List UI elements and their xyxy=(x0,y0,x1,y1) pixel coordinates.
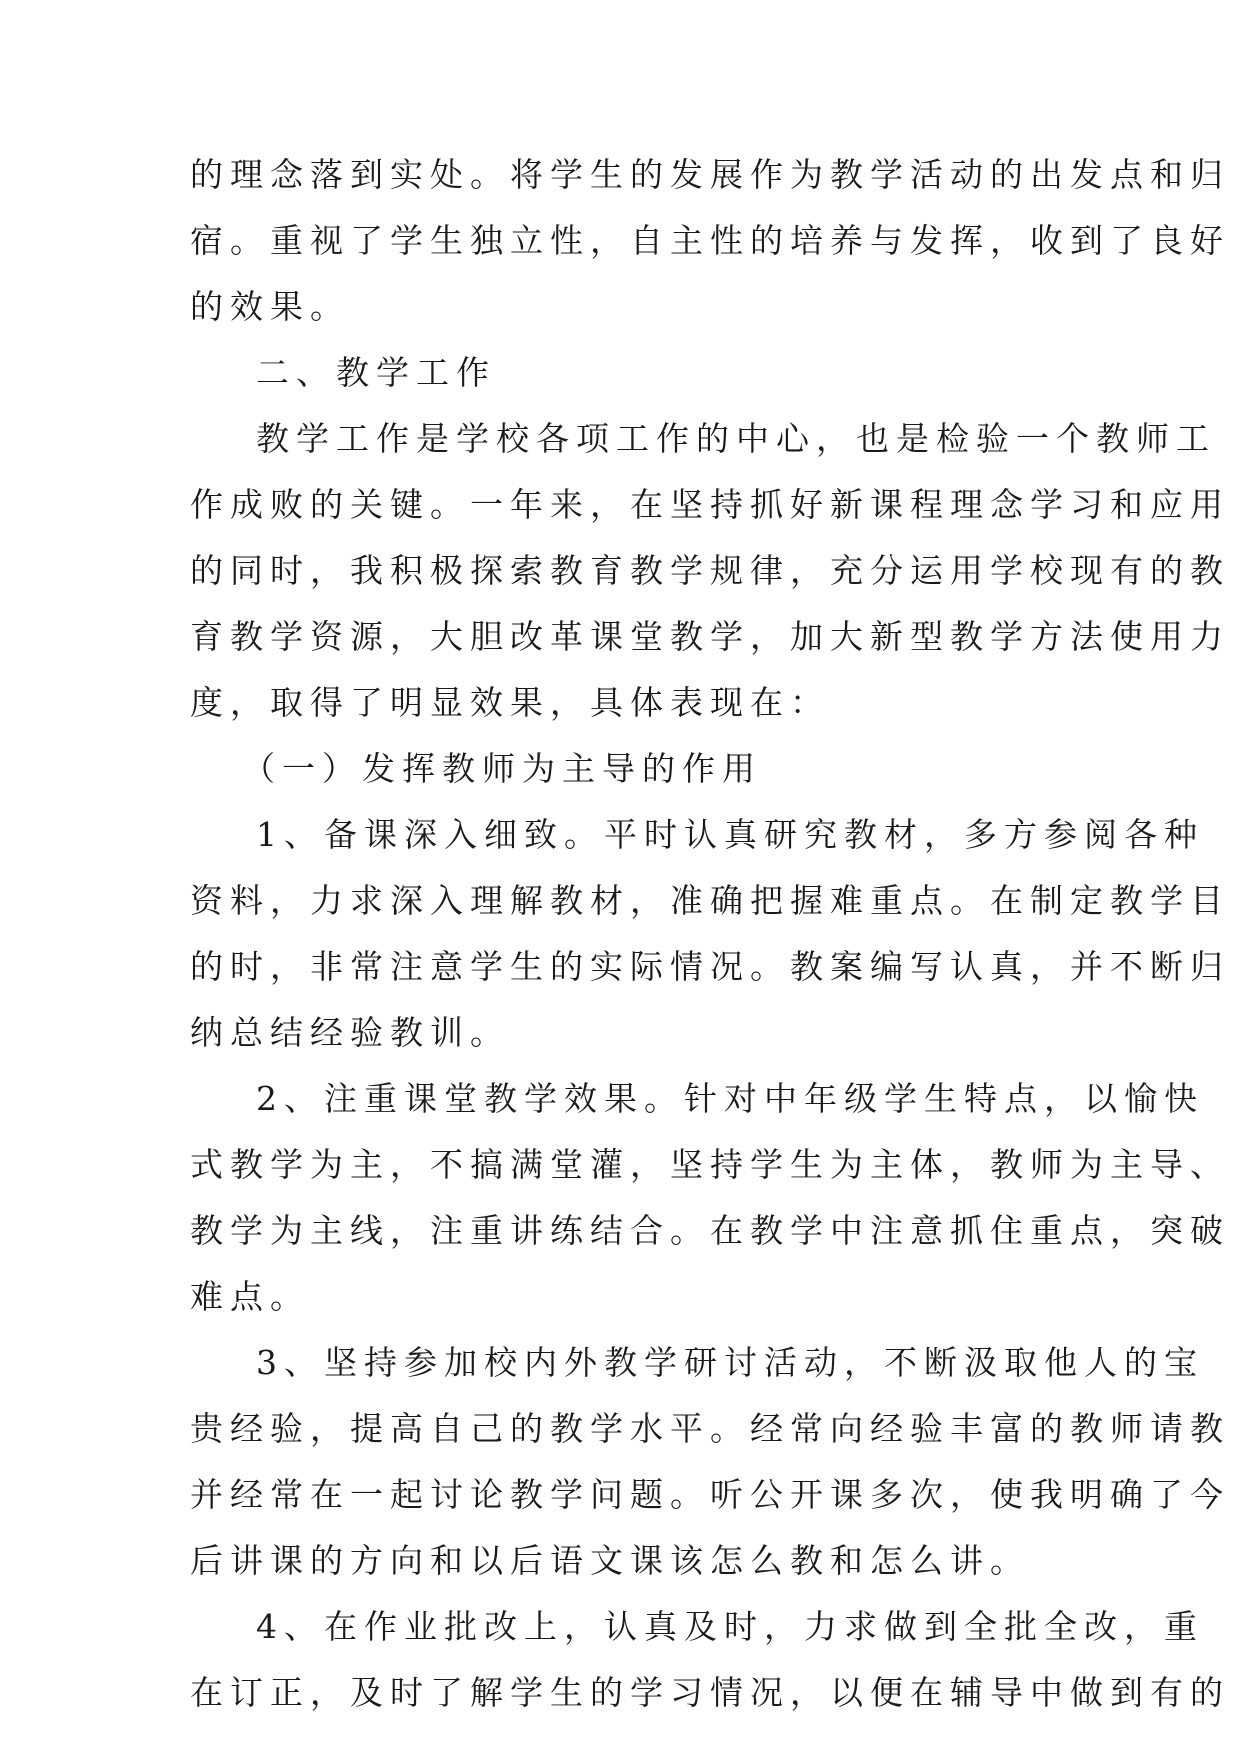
text-line: 1、备课深入细致。平时认真研究教材，多方参阅各种 xyxy=(256,815,1204,854)
text-line: 作成败的关键。一年来，在坚持抓好新课程理念学习和应用 xyxy=(190,485,1230,524)
text-line: 后讲课的方向和以后语文课该怎么教和怎么讲。 xyxy=(190,1541,1030,1580)
text-line: 的时，非常注意学生的实际情况。教案编写认真，并不断归 xyxy=(190,947,1230,986)
text-line: 教学工作是学校各项工作的中心，也是检验一个教师工 xyxy=(256,419,1216,458)
text-line: 的效果。 xyxy=(190,287,350,326)
text-line: 并经常在一起讨论教学问题。听公开课多次，使我明确了今 xyxy=(190,1475,1230,1514)
section-heading: 二、教学工作 xyxy=(256,353,496,392)
text-line: 的理念落到实处。将学生的发展作为教学活动的出发点和归 xyxy=(190,155,1230,194)
text-line: 纳总结经验教训。 xyxy=(190,1013,510,1052)
text-line: 贵经验，提高自己的教学水平。经常向经验丰富的教师请教 xyxy=(190,1409,1230,1448)
body-text xyxy=(190,142,1230,1726)
text-line: 难点。 xyxy=(190,1277,310,1316)
text-line: 资料，力求深入理解教材，准确把握难重点。在制定教学目 xyxy=(190,881,1230,920)
text-line: 宿。重视了学生独立性，自主性的培养与发挥，收到了良好 xyxy=(190,221,1230,260)
text-line: 教学为主线，注重讲练结合。在教学中注意抓住重点，突破 xyxy=(190,1211,1230,1250)
text-line: 的同时，我积极探索教育教学规律，充分运用学校现有的教 xyxy=(190,551,1230,590)
text-line: 4、在作业批改上，认真及时，力求做到全批全改，重 xyxy=(256,1607,1204,1646)
text-line: 2、注重课堂教学效果。针对中年级学生特点，以愉快 xyxy=(256,1079,1204,1118)
text-line: 式教学为主，不搞满堂灌，坚持学生为主体，教师为主导、 xyxy=(190,1145,1230,1184)
text-line: 在订正，及时了解学生的学习情况，以便在辅导中做到有的 xyxy=(190,1673,1230,1712)
text-line: 育教学资源，大胆改革课堂教学，加大新型教学方法使用力 xyxy=(190,617,1230,656)
text-line: 3、坚持参加校内外教学研讨活动，不断汲取他人的宝 xyxy=(256,1343,1204,1382)
text-line: 度，取得了明显效果，具体表现在： xyxy=(190,683,830,722)
subsection-heading: （一）发挥教师为主导的作用 xyxy=(242,749,762,788)
